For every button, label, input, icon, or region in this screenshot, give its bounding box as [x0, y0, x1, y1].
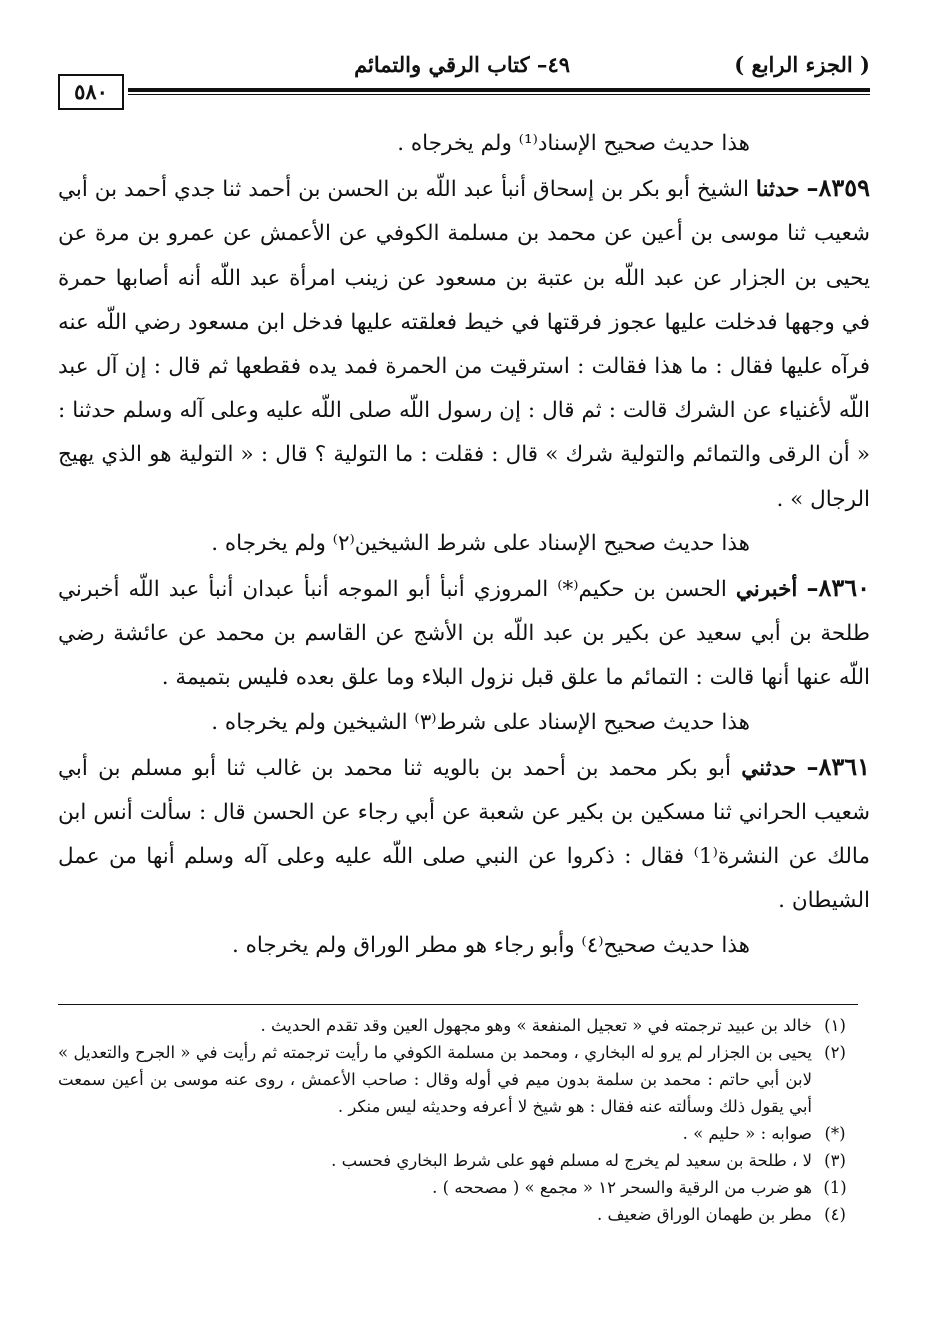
footnote-mark: (*) — [824, 1124, 846, 1143]
footnote — [58, 1147, 858, 1174]
footnote-text: هو ضرب من الرقية والسحر ١٢ « مجمع » ( مصححه ) . — [432, 1178, 812, 1197]
hadith-lead: حدثنا — [755, 177, 800, 203]
footnote — [58, 1201, 858, 1228]
hadith-number: ٨٣٦١– — [806, 751, 870, 781]
footnote-text: لا ، طلحة بن سعيد لم يخرج له مسلم فهو على شرط البخاري فحسب . — [331, 1151, 812, 1170]
footnote — [58, 1120, 858, 1147]
footnote-mark: (٢) — [824, 1043, 846, 1062]
footnote-rule — [58, 1004, 858, 1005]
page-header — [58, 52, 870, 104]
footnote-mark: (١) — [824, 1016, 846, 1035]
footnote-mark: (٣) — [824, 1151, 846, 1170]
footnote-mark: (1) — [823, 1178, 847, 1197]
footnote-mark: (٤) — [824, 1205, 846, 1224]
chapter-title: ٤٩– كتاب الرقي والتمائم — [354, 52, 570, 77]
hadith-8361 — [58, 745, 870, 924]
verdict-8358: هذا حديث صحيح الإسناد⁽¹⁾ ولم يخرجاه . — [397, 131, 750, 156]
hadith-number: ٨٣٦٠– — [806, 573, 870, 603]
hadith-text: أبو بكر محمد بن أحمد بن بالويه ثنا محمد بن غالب ثنا أبو مسلم بن أبي شعيب الحراني ثنا مسكين بن بكير عن شعبة عن أبي رجاء عن الحسن قال : سألت أنس ابن مالك عن النشرة⁽1⁾ فقال : ذكروا عن النبي صلى اللّه عليه وعلى آله وسلم أنها من عمل الشيطان . — [58, 755, 871, 914]
volume-label: ( الجزء الرابع ) — [734, 52, 870, 77]
footnote-text: صوابه : « حليم » . — [682, 1124, 812, 1143]
footnote-text: يحيى بن الجزار لم يرو له البخاري ، ومحمد بن مسلمة الكوفي ما رأيت ترجمته ثم رأيت في « الجرح والتعديل » لابن أبي حاتم : محمد بن سلمة بدون ميم في أوله وقال : صاحب الأعمش ، روى عنه موسى بن أعين سمعت أبي يقول ذلك وسألته عنه فقال : هو شيخ لا أعرفه وحديثه ليس منكر . — [58, 1043, 812, 1116]
hadith-lead: حدثني — [741, 755, 797, 781]
footnote — [58, 1174, 858, 1201]
verdict-8360: هذا حديث صحيح الإسناد على شرط⁽٣⁾ الشيخين ولم يخرجاه . — [211, 709, 750, 735]
verdict-8361: هذا حديث صحيح⁽٤⁾ وأبو رجاء هو مطر الوراق ولم يخرجاه . — [231, 932, 750, 958]
footnotes — [58, 1012, 858, 1228]
footnote — [58, 1012, 858, 1039]
footnote — [58, 1039, 858, 1120]
hadith-lead: أخبرني — [735, 577, 798, 603]
footnote-text: مطر بن طهمان الوراق ضعيف . — [596, 1205, 812, 1224]
page-number: ٥٨٠ — [58, 74, 124, 110]
header-rule — [128, 88, 870, 95]
hadith-text: الشيخ أبو بكر بن إسحاق أنبأ عبد اللّه بن الحسن بن أحمد ثنا جدي أحمد بن أبي شعيب ثنا موسى بن أعين عن محمد بن مسلمة الكوفي عن الأعمش عن عمرو بن مرة عن يحيى بن الجزار عن عبد اللّه بن عتبة بن مسعود عن زينب امرأة عبد اللّه أنه أصابها حمرة في وجهها فدخلت عليها عجوز فرقتها في خيط فعلقته عليها فدخل ابن مسعود رضي اللّه عنه فرآه عليها فقال : ما هذا فقالت : استرقيت من الحمرة فمد يده فقطعها ثم قال : إن آل عبد اللّه لأغنياء عن الشرك قالت : ثم قال : إن رسول اللّه صلى اللّه عليه وعلى آله وسلم حدثنا : « أن الرقى والتمائم والتولية شرك » قال : فقلت : ما التولية ؟ قال : « التولية هو الذي يهيج الرجال » . — [58, 177, 870, 512]
hadith-8359 — [58, 166, 870, 522]
footnote-text: خالد بن عبيد ترجمته في « تعجيل المنفعة » وهو مجهول العين وقد تقدم الحديث . — [260, 1016, 812, 1035]
main-text — [58, 122, 870, 968]
verdict-8359: هذا حديث صحيح الإسناد على شرط الشيخين⁽٢⁾ ولم يخرجاه . — [211, 530, 750, 556]
hadith-text: الحسن بن حكيم⁽*⁾ المروزي أنبأ أبو الموجه أنبأ عبدان أنبأ عبد اللّه أخبرني طلحة بن أبي سعيد عن بكير بن عبد اللّه بن الأشج عن القاسم بن محمد عن عائشة رضي اللّه عنها أنها قالت : التمائم ما علق قبل نزول البلاء وما علق بعده فليس بتميمة . — [58, 577, 870, 691]
hadith-number: ٨٣٥٩– — [806, 173, 870, 203]
hadith-8360 — [58, 566, 870, 701]
